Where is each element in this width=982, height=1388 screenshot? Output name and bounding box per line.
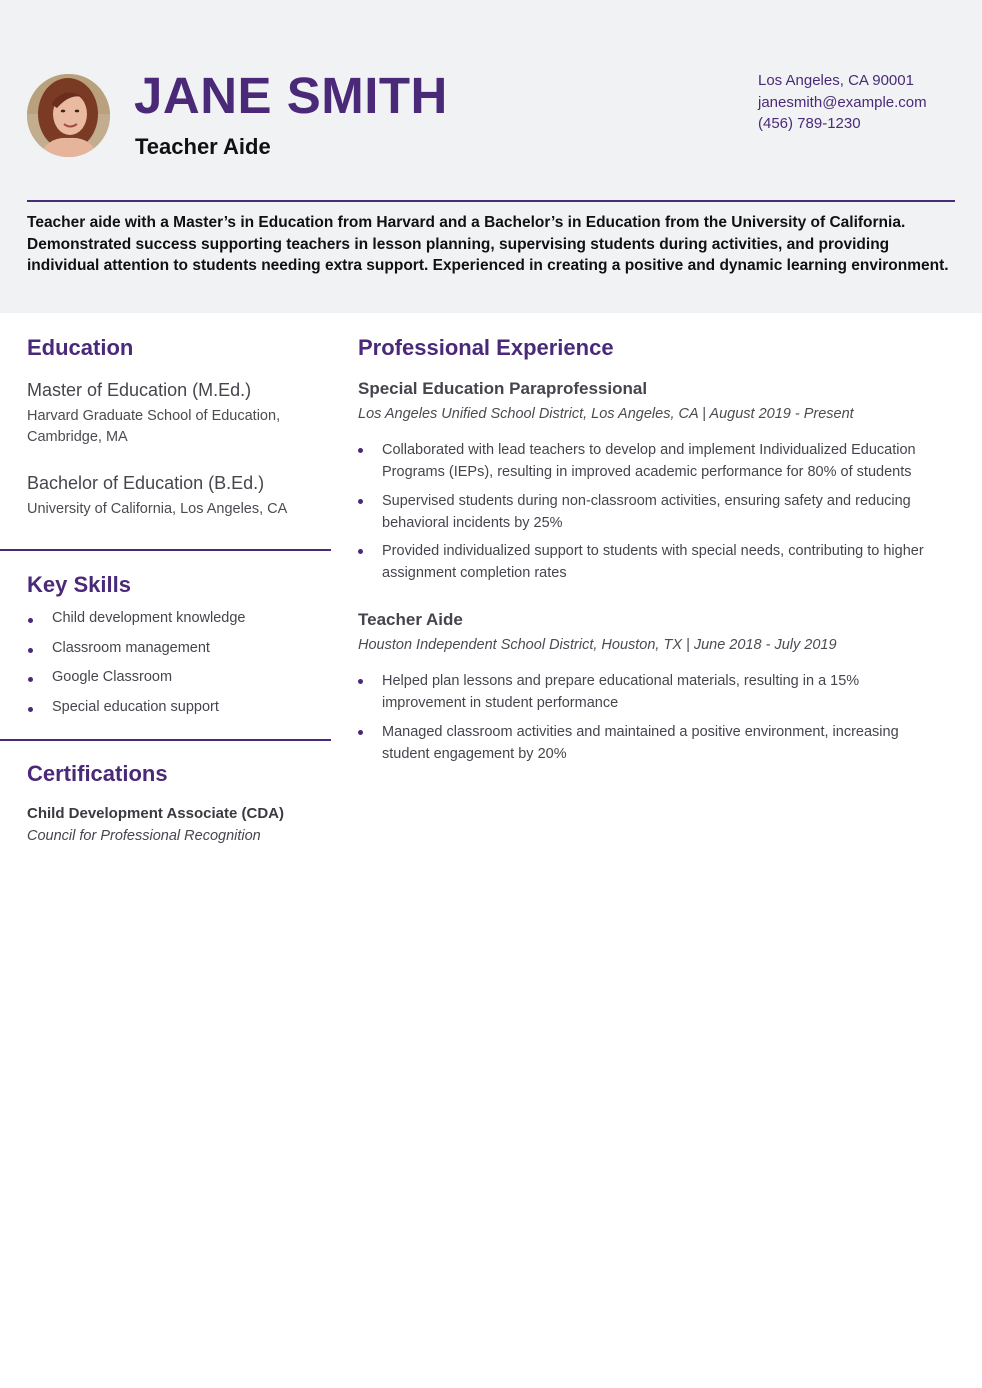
education-degree: Master of Education (M.Ed.) (27, 380, 252, 400)
certification-issuer: Council for Professional Recognition (27, 827, 261, 844)
education-school: University of California, Los Angeles, CA (27, 501, 288, 517)
resume-header (0, 0, 982, 313)
education-item (27, 378, 327, 448)
contact-phone[interactable]: (456) 789-1230 (758, 115, 861, 132)
education-heading: Education (27, 335, 134, 360)
candidate-title: Teacher Aide (135, 134, 271, 159)
skill-item: Classroom management (28, 639, 328, 658)
job-bullet: Collaborated with lead teachers to develop and implement Individualized Education Programs (IEPs), resulting in improved academic performance for 80% of students (358, 439, 948, 483)
certifications-heading: Certifications (27, 761, 168, 786)
certification-name: Child Development Associate (CDA) (27, 805, 284, 822)
header-divider (27, 200, 955, 202)
experience-heading: Professional Experience (358, 335, 614, 360)
section-divider (0, 549, 331, 551)
skill-item: Google Classroom (28, 668, 328, 687)
section-divider (0, 739, 331, 741)
job-entry (358, 609, 958, 771)
education-degree: Bachelor of Education (B.Ed.) (27, 473, 265, 493)
contact-email[interactable]: janesmith@example.com (758, 93, 927, 111)
job-title: Teacher Aide (358, 610, 463, 629)
job-bullet: Provided individualized support to students with special needs, contributing to higher assignment completion rates (358, 540, 948, 584)
job-title: Special Education Paraprofessional (358, 379, 648, 398)
skills-heading: Key Skills (27, 572, 131, 597)
education-school: Harvard Graduate School of Education, Cambridge, MA (27, 408, 281, 445)
candidate-name: JANE SMITH (134, 67, 448, 124)
job-bullets (358, 670, 928, 765)
certification-item (27, 803, 317, 847)
skill-item: Child development knowledge (28, 609, 328, 628)
summary-text: Teacher aide with a Master’s in Education from Harvard and a Bachelor’s in Education from the University of California. Demonstrated success supporting teachers in lesson planning, supervising students during activities, and providing individual attention to students needing extra support. Experienced in creating a positive and dynamic learning environment. (27, 214, 949, 275)
job-bullet: Managed classroom activities and maintained a positive environment, increasing student engagement by 20% (358, 721, 928, 765)
job-bullet: Supervised students during non-classroom activities, ensuring safety and reducing behavioral incidents by 25% (358, 490, 948, 534)
skill-item: Special education support (28, 698, 328, 717)
contact-location: Los Angeles, CA 90001 (758, 72, 914, 89)
job-meta: Houston Independent School District, Houston, TX | June 2018 - July 2019 (358, 637, 837, 653)
job-bullets (358, 439, 948, 584)
job-entry (358, 378, 958, 591)
education-item (27, 471, 327, 520)
job-meta: Los Angeles Unified School District, Los Angeles, CA | August 2019 - Present (358, 406, 854, 422)
contact-info (758, 70, 927, 135)
job-bullet: Helped plan lessons and prepare educational materials, resulting in a 15% improvement in student performance (358, 670, 928, 714)
skills-list (28, 609, 328, 727)
profile-photo (27, 74, 110, 157)
